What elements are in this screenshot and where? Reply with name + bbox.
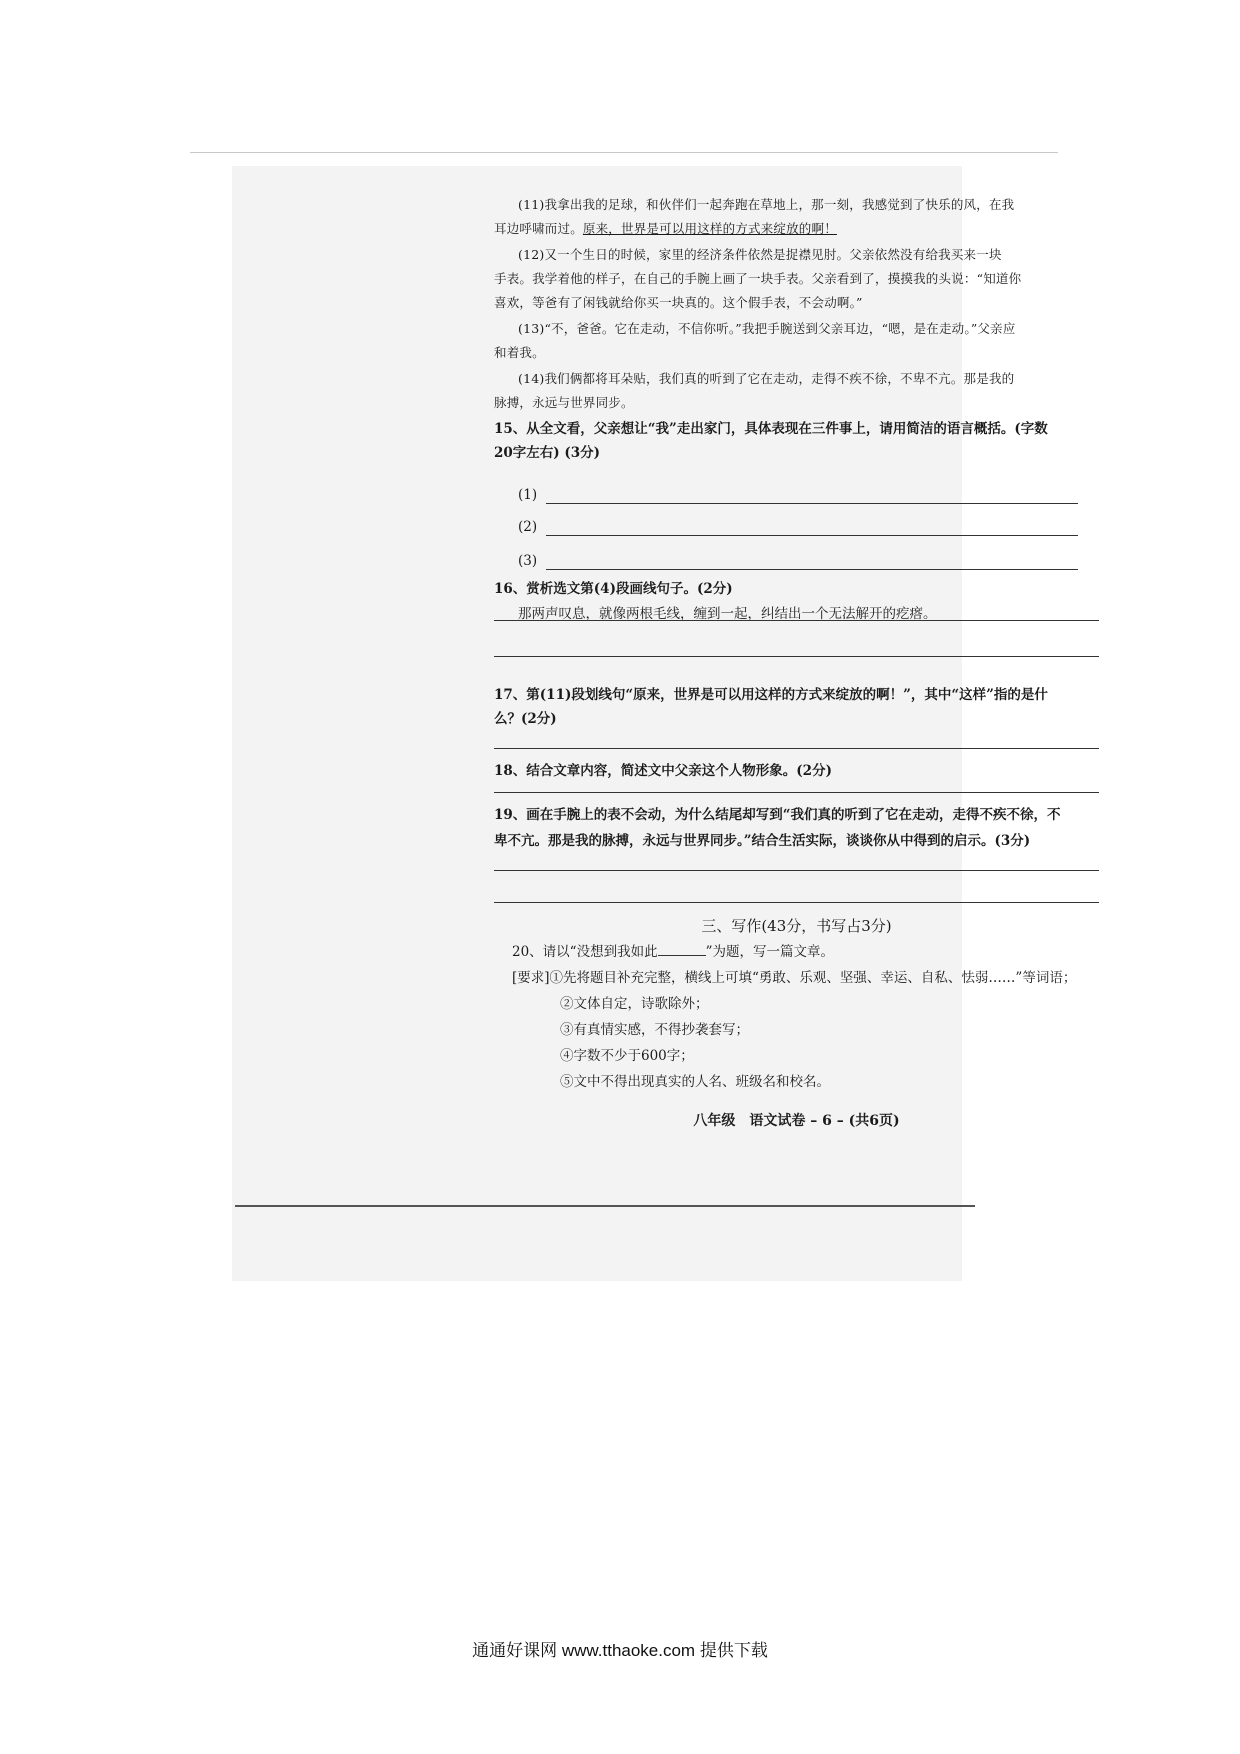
requirement-5: ⑤文中不得出现真实的人名、班级名和校名。 bbox=[560, 1074, 830, 1090]
q15-answer-2[interactable] bbox=[518, 516, 1078, 540]
question-16-title: 16、赏析选文第(4)段画线句子。(2分) bbox=[494, 581, 733, 597]
paragraph-12-line-3: 喜欢，等爸有了闲钱就给你买一块真的。这个假手表，不会动啊。” bbox=[494, 295, 863, 310]
q18-answer-line[interactable] bbox=[494, 792, 1099, 793]
question-16-sentence: 那两声叹息，就像两根毛线，缠到一起，纠结出一个无法解开的疙瘩。 bbox=[518, 606, 937, 622]
q16-answer-line-2[interactable] bbox=[494, 656, 1099, 657]
answer-line bbox=[546, 503, 1078, 504]
paragraph-12-line-1: (12)又一个生日的时候，家里的经济条件依然是捉襟见肘。父亲依然没有给我买来一块 bbox=[518, 247, 1002, 262]
download-source-footer: 通通好课网 www.tthaoke.com 提供下载 bbox=[472, 1641, 768, 1660]
q19-answer-line-1[interactable] bbox=[494, 870, 1099, 871]
question-17-line-1: 17、第(11)段划线句“原来，世界是可以用这样的方式来绽放的啊！”，其中“这样”指的是什 bbox=[494, 687, 1048, 703]
answer-label: (3) bbox=[518, 553, 538, 569]
question-15-line-1: 15、从全文看，父亲想让“我”走出家门，具体表现在三件事上，请用简洁的语言概括。(字数 bbox=[494, 421, 1048, 437]
scanned-exam-page bbox=[232, 166, 1077, 1281]
requirement-4: ④字数不少于600字； bbox=[560, 1048, 694, 1064]
paragraph-13-line-2: 和着我。 bbox=[494, 345, 545, 360]
paragraph-14-line-1: (14)我们俩都将耳朵贴，我们真的听到了它在走动，走得不疾不徐，不卑不亢。那是我的 bbox=[518, 371, 1015, 386]
question-15-line-2: 20字左右) (3分) bbox=[494, 445, 601, 461]
q15-answer-1[interactable] bbox=[518, 484, 1078, 508]
page-number-footer: 八年级 语文试卷 – 6 – (共6页) bbox=[693, 1113, 900, 1129]
paragraph-11-line-2: 耳边呼啸而过。原来，世界是可以用这样的方式来绽放的啊！ bbox=[494, 221, 837, 236]
question-19-line-1: 19、画在手腕上的表不会动，为什么结尾却写到“我们真的听到了它在走动，走得不疾不徐，不 bbox=[494, 807, 1061, 823]
question-20-prompt: 20、请以“没想到我如此 ”为题，写一篇文章。 bbox=[512, 940, 834, 964]
paragraph-14-line-2: 脉搏，永远与世界同步。 bbox=[494, 395, 634, 410]
requirement-3: ③有真情实感，不得抄袭套写； bbox=[560, 1022, 749, 1038]
bottom-divider bbox=[235, 1205, 975, 1207]
answer-line bbox=[546, 535, 1078, 536]
question-19-line-2: 卑不亢。那是我的脉搏，永远与世界同步。”结合生活实际，谈谈你从中得到的启示。(3分) bbox=[494, 833, 1031, 849]
question-17-line-2: 么？(2分) bbox=[494, 711, 557, 727]
underlined-sentence: 原来，世界是可以用这样的方式来绽放的啊！ bbox=[582, 221, 837, 236]
paragraph-12-line-2: 手表。我学着他的样子，在自己的手腕上画了一块手表。父亲看到了，摸摸我的头说：“知道你 bbox=[494, 271, 1022, 286]
answer-label: (2) bbox=[518, 519, 538, 535]
paragraph-11-line-1: (11)我拿出我的足球，和伙伴们一起奔跑在草地上，那一刻，我感觉到了快乐的风，在我 bbox=[518, 197, 1015, 212]
requirement-1: [要求]①先将题目补充完整，横线上可填“勇敢、乐观、坚强、幸运、自私、怯弱……”等词语； bbox=[512, 970, 1077, 986]
title-blank[interactable] bbox=[658, 941, 706, 956]
writing-section-title: 三、写作(43分，书写占3分) bbox=[701, 917, 892, 935]
paragraph-13-line-1: (13)“不，爸爸。它在走动，不信你听。”我把手腕送到父亲耳边，“嗯，是在走动。”父亲应 bbox=[518, 321, 1016, 336]
q16-answer-line-1[interactable] bbox=[494, 620, 1099, 621]
q17-answer-line[interactable] bbox=[494, 748, 1099, 749]
requirement-2: ②文体自定，诗歌除外； bbox=[560, 996, 709, 1012]
question-18-title: 18、结合文章内容，简述文中父亲这个人物形象。(2分) bbox=[494, 763, 832, 779]
top-divider bbox=[190, 152, 1058, 153]
q19-answer-line-2[interactable] bbox=[494, 902, 1099, 903]
q15-answer-3[interactable] bbox=[518, 550, 1078, 574]
answer-line bbox=[546, 569, 1078, 570]
answer-label: (1) bbox=[518, 487, 538, 503]
